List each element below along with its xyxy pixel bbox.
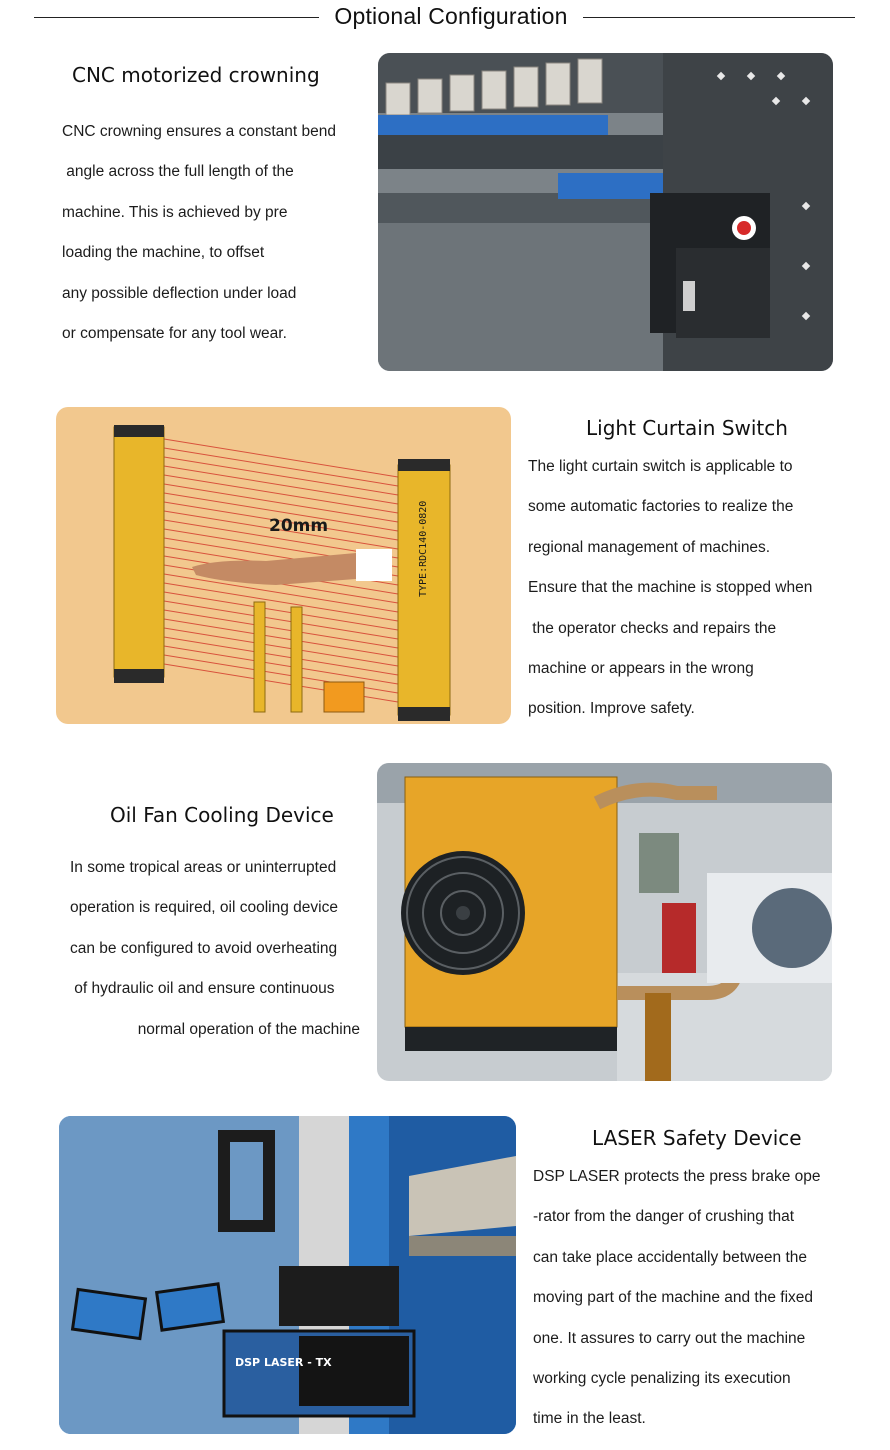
- text-line: regional management of machines.: [528, 538, 771, 556]
- text-line: any possible deflection under load: [62, 284, 297, 302]
- header-rule-left: [34, 17, 319, 18]
- crowning-motor-photo: [378, 53, 833, 371]
- section-title-laser-safety: LASER Safety Device: [592, 1126, 802, 1150]
- section-title-oil-cooling: Oil Fan Cooling Device: [110, 803, 334, 827]
- text-line: machine. This is achieved by pre: [62, 203, 288, 221]
- laser-device-photo: [59, 1116, 516, 1434]
- header-rule-right: [583, 17, 855, 18]
- section-title-light-curtain: Light Curtain Switch: [586, 416, 788, 440]
- text-line: moving part of the machine and the fixed: [533, 1289, 814, 1307]
- text-line: position. Improve safety.: [528, 700, 695, 718]
- text-line: Ensure that the machine is stopped when: [528, 579, 813, 597]
- page-header: [0, 0, 890, 36]
- curtain-gap-label: 20mm: [269, 516, 329, 536]
- text-line: some automatic factories to realize the: [528, 498, 794, 516]
- text-line: or compensate for any tool wear.: [62, 324, 287, 342]
- text-line: normal operation of the machine: [137, 1020, 360, 1038]
- text-line: one. It assures to carry out the machine: [533, 1329, 806, 1347]
- text-line: loading the machine, to offset: [62, 244, 265, 262]
- section-title-cnc-crowning: CNC motorized crowning: [72, 63, 320, 87]
- section-text-oil-cooling: [70, 848, 360, 1050]
- text-line: DSP LASER protects the press brake ope: [533, 1168, 821, 1185]
- page-title: Optional Configuration: [334, 3, 568, 29]
- section-text-laser-safety: [533, 1157, 820, 1440]
- text-line: angle across the full length of the: [62, 163, 294, 181]
- text-line: The light curtain switch is applicable to: [528, 458, 793, 475]
- light-curtain-photo: [56, 407, 511, 724]
- text-line: In some tropical areas or uninterrupted: [70, 859, 337, 876]
- oil-cooler-photo: [377, 763, 832, 1081]
- text-line: can be configured to avoid overheating: [70, 939, 338, 957]
- section-text-light-curtain: [528, 447, 812, 730]
- section-text-cnc-crowning: [62, 112, 336, 354]
- curtain-type-label: TYPE:RDC140-0820: [418, 500, 429, 597]
- text-line: the operator checks and repairs the: [528, 619, 777, 637]
- text-line: can take place accidentally between the: [533, 1248, 808, 1266]
- text-line: operation is required, oil cooling device: [70, 899, 338, 917]
- text-line: machine or appears in the wrong: [528, 659, 754, 677]
- text-line: CNC crowning ensures a constant bend: [62, 123, 336, 140]
- text-line: time in the least.: [533, 1410, 646, 1428]
- text-line: of hydraulic oil and ensure continuous: [70, 980, 335, 998]
- text-line: working cycle penalizing its execution: [533, 1369, 791, 1387]
- laser-device-label: DSP LASER - TX: [235, 1356, 332, 1369]
- text-line: -rator from the danger of crushing that: [533, 1208, 795, 1226]
